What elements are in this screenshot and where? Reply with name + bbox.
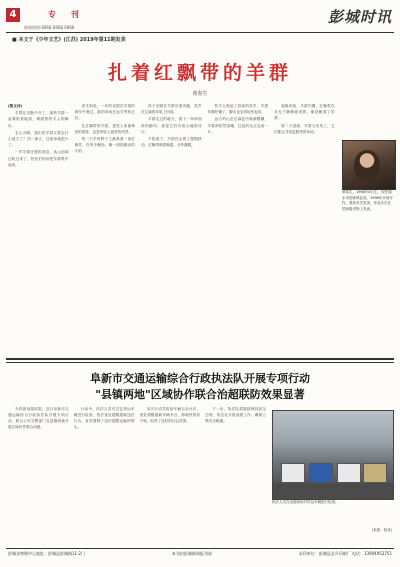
article-column (141, 103, 202, 356)
news-paragraph: 行动中，执法人员对过往货运车辆进行检查，依法查处超限超载违法行为，有效遏制了违法超限运输的势头。 (73, 407, 135, 429)
author-bio: 黄春生，1966年8月生，现任丽水市国家林业局，1998年开始写作，曾获多次奖项，作品多次在国家级刊物上发表。 (342, 190, 393, 211)
news-photo-caption: 执法人员在治超现场对货运车辆进行检查。 (272, 500, 339, 504)
column-intro: ■ 本文于《少年文艺》(江苏) 2019年第11期发表 (12, 37, 126, 43)
news-paragraph: 为巩固治超成果，近日阜新市交通运输综合行政执法队开展专项行动，联合公安交警部门在县镇两地开展区域协作联合治超。 (8, 407, 69, 429)
footer-address: 彭城各物理中心地址：彭城县彭城路11-2门 (8, 551, 86, 556)
news-body (8, 406, 266, 544)
hotline: 新闻热线:6668 6668 6966 (24, 25, 75, 30)
news-source: (来源：张成) (371, 528, 392, 532)
news-column (140, 406, 201, 544)
top-rule (6, 32, 394, 33)
footer-printer: 承印单位：彭城县必升印刷厂 电话：13904952751 (298, 551, 392, 556)
article-paragraph: 一声羊群迁徙的消息，从山前那边吹过来了，牧民们纷纷把羊群集中起来。 (8, 150, 69, 167)
article-paragraph: 扎红飘带的羊群，是牧人家最珍贵的财富，也是草原上最美的风景。 (74, 123, 136, 134)
article-paragraph: 夜晚来临，羊群归圈，红飘带在月光下静静地垂着，像是睡着了的梦。 (274, 104, 335, 121)
news-column (205, 406, 266, 544)
article-column (8, 103, 69, 356)
news-headline: 阜新市交通运输综合行政执法队开展专项行动 (90, 372, 310, 385)
section-divider (6, 362, 394, 363)
article-paragraph: 羊群在沉默中开了，那些羊群一直紧贴着地面，紧跟着牧羊人的脚步。 (8, 111, 69, 128)
footer (8, 551, 392, 557)
article-column (274, 103, 335, 356)
article-paragraph: 怎么办啊，我们的羊群又要去什么地方了？初一那天，这里草地很少了。 (8, 130, 69, 148)
article-paragraph: 远方的山峦在暮色中渐渐模糊，羊群却依然清晰，红色的光点连成一片。 (207, 117, 269, 134)
article-column (208, 103, 269, 356)
article-paragraph: 羊群走过的地方，留下一串串细碎的蹄印，那是它们写给大地的诗行。 (141, 117, 202, 134)
road (273, 483, 393, 499)
footer-publisher: 本刊由彭城新闻报刊部 (171, 551, 212, 556)
article-paragraph: 每一只羊的脖子上都系着一条红飘带，在风中飘扬，像一团团跳动的火焰。 (74, 137, 136, 154)
article-paragraph: 夕阳西下，羊群在山坡上慢慢移动，红飘带映着晚霞，分外耀眼。 (141, 137, 202, 148)
news-subheadline: "县镇两地"区域协作联合治超联防效果显著 (95, 388, 305, 401)
article-body (8, 103, 392, 356)
section-tag: 专 刊 (48, 10, 85, 19)
article-author: 黄春生 (192, 91, 208, 97)
news-paragraph: 下一步，执法队将继续保持高压态势，常态化开展治超工作，确保公路安全畅通。 (205, 407, 266, 423)
news-photo (272, 410, 394, 500)
article-headline: 扎着红飘带的羊群 (107, 62, 292, 84)
news-paragraph: 本次行动共检查车辆百余台次，查处超限超载车辆多台，卸载货物若干吨，取得了良好的社会效果。 (139, 407, 201, 423)
section-divider (6, 358, 394, 360)
article-paragraph: 牧羊人吹起了悠扬的笛声，羊群仿佛听懂了，脚步也变得轻快起来。 (207, 104, 269, 115)
truck-shape (363, 463, 387, 483)
news-column (8, 406, 69, 544)
news-column (74, 406, 135, 544)
article-column (75, 103, 136, 356)
truck-shape (309, 463, 333, 483)
page-number: 4 (6, 8, 20, 22)
author-portrait (354, 150, 380, 180)
article-paragraph: 老羊倌说，一年的光阴在羊群的脚步中流过，新的草场在远方等待它们。 (74, 104, 136, 121)
article-paragraph: 孩子们跟在羊群后面奔跑，笑声在辽阔的草原上回荡。 (141, 104, 202, 115)
footer-rule (6, 548, 394, 549)
truck-shape (337, 463, 361, 483)
article-paragraph: 第二天清晨，羊群又出发了，它们要去寻找更肥美的草场。 (274, 123, 335, 134)
article-paragraph: (散文诗) (8, 104, 23, 108)
masthead: 彭城时讯 (327, 8, 392, 26)
truck-shape (281, 463, 305, 483)
